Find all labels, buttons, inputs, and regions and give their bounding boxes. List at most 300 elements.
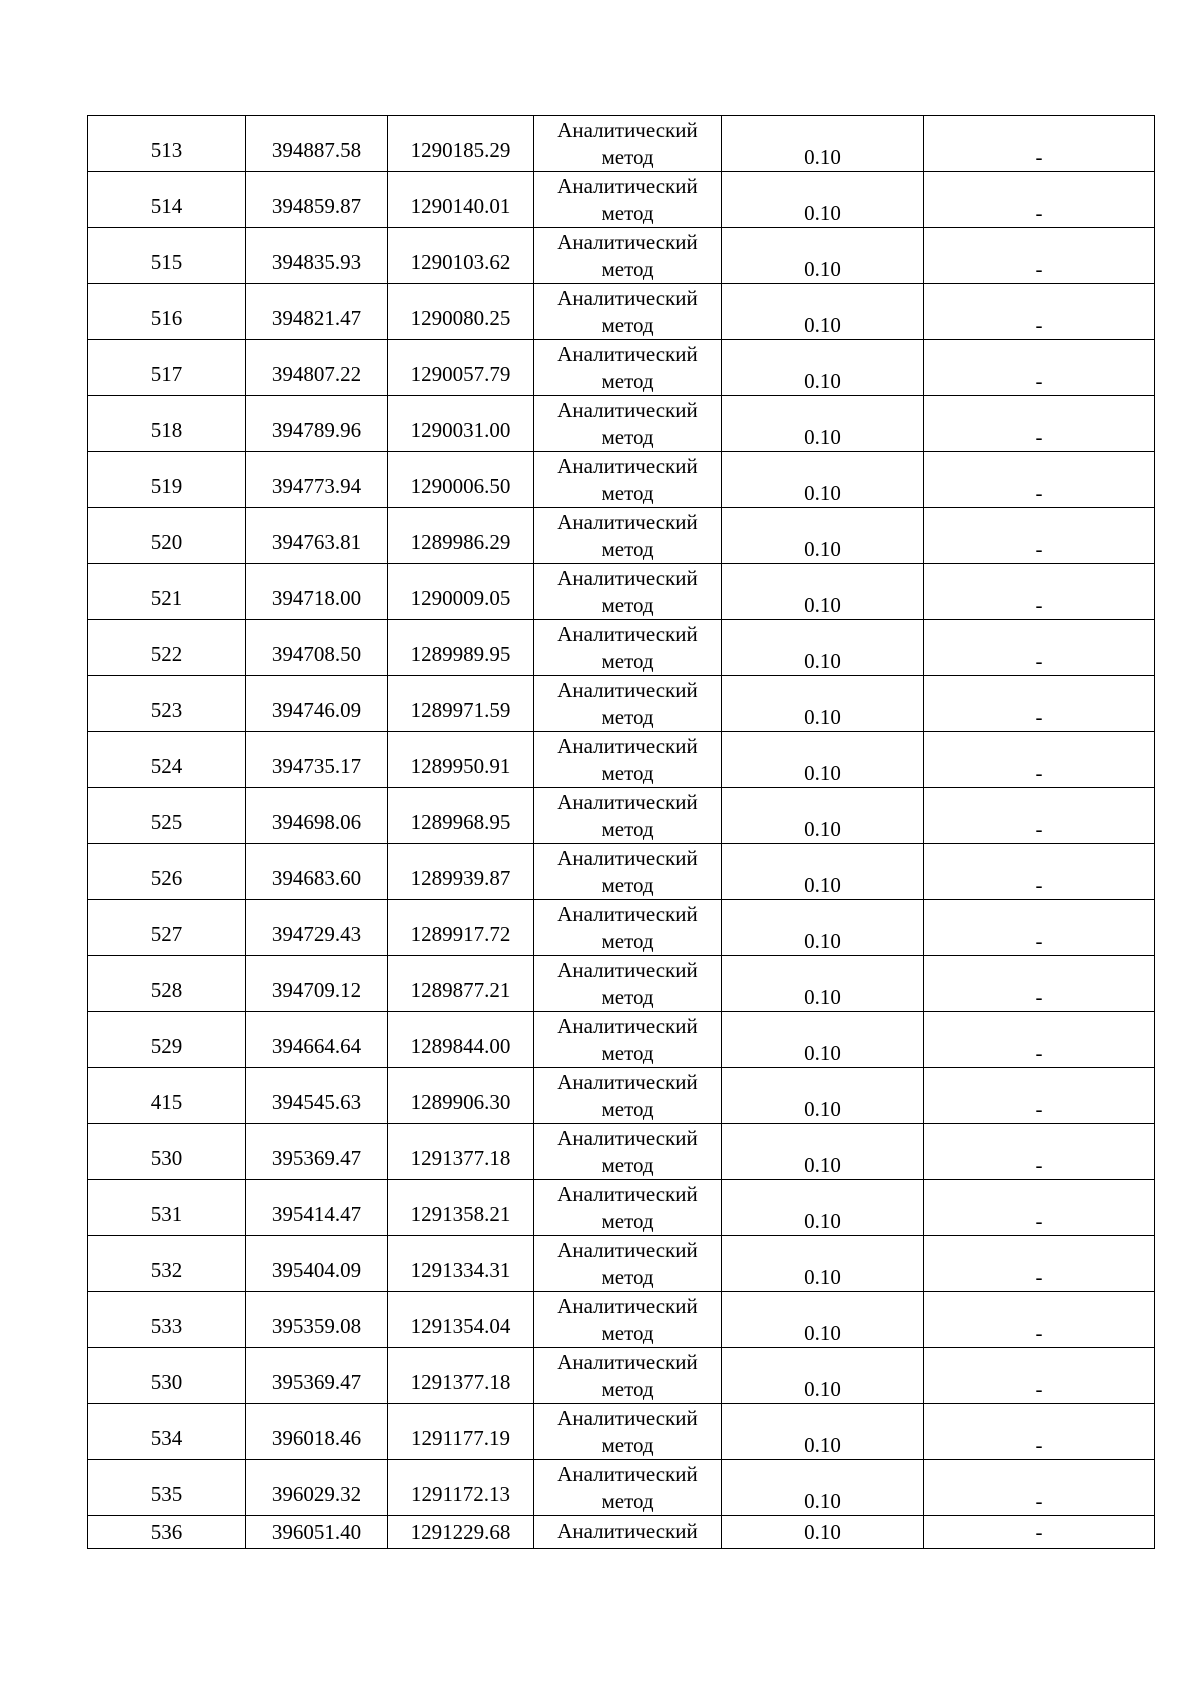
y-coordinate: 1289989.95 <box>410 642 511 666</box>
y-coordinate-cell <box>388 1236 534 1292</box>
table-row <box>88 1012 1155 1068</box>
point-number-cell <box>88 1068 246 1124</box>
y-coordinate: 1290103.62 <box>410 250 511 274</box>
method-cell <box>534 620 722 676</box>
accuracy-value: 0.10 <box>804 649 841 673</box>
accuracy-value: 0.10 <box>804 761 841 785</box>
note-cell <box>924 1012 1155 1068</box>
method-cell <box>534 1460 722 1516</box>
table-row <box>88 340 1155 396</box>
x-coordinate: 394718.00 <box>271 586 362 610</box>
x-coordinate-cell <box>246 396 388 452</box>
method-line1: Аналитический <box>557 565 698 590</box>
point-number: 524 <box>150 754 183 778</box>
table-row <box>88 1516 1155 1549</box>
y-coordinate-cell <box>388 732 534 788</box>
note-value: - <box>1035 1265 1043 1289</box>
x-coordinate: 396029.32 <box>271 1482 362 1506</box>
point-number-cell <box>88 1012 246 1068</box>
point-number-cell <box>88 284 246 340</box>
method-line1: Аналитический <box>557 117 698 142</box>
y-coordinate-cell <box>388 284 534 340</box>
table-row <box>88 564 1155 620</box>
x-coordinate-cell <box>246 228 388 284</box>
method-line1: Аналитический <box>557 733 698 758</box>
method-line2: метод <box>601 648 654 673</box>
method-line1: Аналитический <box>557 1293 698 1318</box>
table-row <box>88 956 1155 1012</box>
note-cell <box>924 452 1155 508</box>
coordinates-table <box>87 115 1155 1549</box>
point-number: 534 <box>150 1426 183 1450</box>
y-coordinate: 1291229.68 <box>410 1520 511 1544</box>
point-number-cell <box>88 1404 246 1460</box>
x-coordinate-cell <box>246 1068 388 1124</box>
table-row <box>88 732 1155 788</box>
accuracy-cell <box>722 284 924 340</box>
y-coordinate: 1290006.50 <box>410 474 511 498</box>
x-coordinate: 394887.58 <box>271 138 362 162</box>
table-row <box>88 228 1155 284</box>
accuracy-cell <box>722 900 924 956</box>
point-number: 529 <box>150 1034 183 1058</box>
point-number-cell <box>88 620 246 676</box>
point-number-cell <box>88 508 246 564</box>
method-line1: Аналитический <box>557 1181 698 1206</box>
method-line1: Аналитический <box>557 1237 698 1262</box>
table-row <box>88 1460 1155 1516</box>
y-coordinate: 1289971.59 <box>410 698 511 722</box>
x-coordinate: 394859.87 <box>271 194 362 218</box>
method-line2: метод <box>601 928 654 953</box>
point-number: 415 <box>150 1090 183 1114</box>
x-coordinate: 394773.94 <box>271 474 362 498</box>
accuracy-cell <box>722 116 924 172</box>
y-coordinate-cell <box>388 1516 534 1549</box>
method-line1: Аналитический <box>557 621 698 646</box>
note-cell <box>924 1236 1155 1292</box>
accuracy-value: 0.10 <box>804 1377 841 1401</box>
note-value: - <box>1035 761 1043 785</box>
method-cell <box>534 956 722 1012</box>
x-coordinate-cell <box>246 116 388 172</box>
note-value: - <box>1035 425 1043 449</box>
point-number-cell <box>88 1516 246 1549</box>
point-number-cell <box>88 676 246 732</box>
x-coordinate: 394683.60 <box>271 866 362 890</box>
x-coordinate: 395369.47 <box>271 1370 362 1394</box>
note-cell <box>924 1460 1155 1516</box>
point-number: 522 <box>150 642 183 666</box>
x-coordinate: 395369.47 <box>271 1146 362 1170</box>
point-number: 535 <box>150 1482 183 1506</box>
note-cell <box>924 844 1155 900</box>
method-cell <box>534 844 722 900</box>
accuracy-value: 0.10 <box>804 1433 841 1457</box>
note-value: - <box>1035 537 1043 561</box>
method-line1: Аналитический <box>557 901 698 926</box>
x-coordinate-cell <box>246 1348 388 1404</box>
method-line2: метод <box>601 256 654 281</box>
table-row <box>88 508 1155 564</box>
note-value: - <box>1035 1321 1043 1345</box>
accuracy-cell <box>722 620 924 676</box>
method-line1: Аналитический <box>557 1519 698 1543</box>
point-number-cell <box>88 564 246 620</box>
method-line1: Аналитический <box>557 1405 698 1430</box>
note-cell <box>924 900 1155 956</box>
x-coordinate-cell <box>246 340 388 396</box>
y-coordinate: 1291377.18 <box>410 1146 511 1170</box>
point-number: 517 <box>150 362 183 386</box>
accuracy-cell <box>722 508 924 564</box>
y-coordinate-cell <box>388 676 534 732</box>
accuracy-value: 0.10 <box>804 1153 841 1177</box>
x-coordinate: 394545.63 <box>271 1090 362 1114</box>
method-line2: метод <box>601 1208 654 1233</box>
x-coordinate: 395359.08 <box>271 1314 362 1338</box>
x-coordinate-cell <box>246 900 388 956</box>
table-row <box>88 1068 1155 1124</box>
method-cell <box>534 452 722 508</box>
note-value: - <box>1035 313 1043 337</box>
y-coordinate-cell <box>388 844 534 900</box>
method-line1: Аналитический <box>557 397 698 422</box>
y-coordinate: 1291177.19 <box>411 1426 510 1450</box>
table-row <box>88 172 1155 228</box>
x-coordinate: 396051.40 <box>271 1520 362 1544</box>
accuracy-cell <box>722 1348 924 1404</box>
method-cell <box>534 788 722 844</box>
method-line2: метод <box>601 1376 654 1401</box>
method-line2: метод <box>601 480 654 505</box>
note-cell <box>924 396 1155 452</box>
note-value: - <box>1035 649 1043 673</box>
point-number-cell <box>88 116 246 172</box>
point-number-cell <box>88 1124 246 1180</box>
note-value: - <box>1035 929 1043 953</box>
y-coordinate-cell <box>388 1404 534 1460</box>
note-value: - <box>1035 873 1043 897</box>
method-line1: Аналитический <box>557 1069 698 1094</box>
method-cell <box>534 1348 722 1404</box>
accuracy-value: 0.10 <box>804 1520 841 1544</box>
note-value: - <box>1035 201 1043 225</box>
method-line1: Аналитический <box>557 453 698 478</box>
point-number: 525 <box>150 810 183 834</box>
point-number: 536 <box>150 1520 183 1544</box>
point-number-cell <box>88 1236 246 1292</box>
point-number-cell <box>88 900 246 956</box>
method-line2: метод <box>601 200 654 225</box>
point-number: 523 <box>150 698 183 722</box>
y-coordinate: 1291334.31 <box>410 1258 511 1282</box>
accuracy-cell <box>722 1404 924 1460</box>
accuracy-cell <box>722 452 924 508</box>
point-number: 526 <box>150 866 183 890</box>
y-coordinate-cell <box>388 1460 534 1516</box>
method-line1: Аналитический <box>557 173 698 198</box>
point-number-cell <box>88 340 246 396</box>
note-value: - <box>1035 1209 1043 1233</box>
note-cell <box>924 228 1155 284</box>
x-coordinate-cell <box>246 1516 388 1549</box>
accuracy-cell <box>722 1292 924 1348</box>
method-line1: Аналитический <box>557 845 698 870</box>
note-cell <box>924 116 1155 172</box>
point-number-cell <box>88 172 246 228</box>
x-coordinate: 394708.50 <box>271 642 362 666</box>
method-cell <box>534 1516 722 1549</box>
accuracy-value: 0.10 <box>804 929 841 953</box>
note-value: - <box>1035 1489 1043 1513</box>
accuracy-value: 0.10 <box>804 201 841 225</box>
y-coordinate-cell <box>388 1124 534 1180</box>
point-number: 520 <box>150 530 183 554</box>
x-coordinate-cell <box>246 1404 388 1460</box>
accuracy-cell <box>722 956 924 1012</box>
point-number-cell <box>88 396 246 452</box>
method-line2: метод <box>601 1488 654 1513</box>
y-coordinate: 1289968.95 <box>410 810 511 834</box>
method-line2: метод <box>601 816 654 841</box>
table-row <box>88 620 1155 676</box>
y-coordinate-cell <box>388 172 534 228</box>
method-line2: метод <box>601 1264 654 1289</box>
x-coordinate: 394729.43 <box>271 922 362 946</box>
note-cell <box>924 956 1155 1012</box>
y-coordinate-cell <box>388 1180 534 1236</box>
x-coordinate-cell <box>246 676 388 732</box>
y-coordinate: 1289939.87 <box>410 866 511 890</box>
y-coordinate: 1290057.79 <box>410 362 511 386</box>
point-number: 513 <box>150 138 183 162</box>
y-coordinate-cell <box>388 116 534 172</box>
x-coordinate-cell <box>246 1292 388 1348</box>
note-cell <box>924 1292 1155 1348</box>
x-coordinate-cell <box>246 956 388 1012</box>
method-line2: метод <box>601 1432 654 1457</box>
note-value: - <box>1035 257 1043 281</box>
accuracy-value: 0.10 <box>804 1041 841 1065</box>
accuracy-value: 0.10 <box>804 481 841 505</box>
note-cell <box>924 172 1155 228</box>
accuracy-value: 0.10 <box>804 425 841 449</box>
note-cell <box>924 620 1155 676</box>
point-number: 530 <box>150 1146 183 1170</box>
note-value: - <box>1035 705 1043 729</box>
x-coordinate: 394664.64 <box>271 1034 362 1058</box>
accuracy-value: 0.10 <box>804 1097 841 1121</box>
accuracy-cell <box>722 788 924 844</box>
x-coordinate: 394835.93 <box>271 250 362 274</box>
x-coordinate-cell <box>246 452 388 508</box>
note-cell <box>924 1180 1155 1236</box>
note-value: - <box>1035 145 1043 169</box>
note-cell <box>924 1068 1155 1124</box>
table-row <box>88 1404 1155 1460</box>
x-coordinate-cell <box>246 508 388 564</box>
y-coordinate-cell <box>388 900 534 956</box>
y-coordinate: 1289844.00 <box>410 1034 511 1058</box>
method-line2: метод <box>601 424 654 449</box>
point-number: 518 <box>150 418 183 442</box>
note-value: - <box>1035 1041 1043 1065</box>
method-line2: метод <box>601 592 654 617</box>
method-cell <box>534 116 722 172</box>
method-cell <box>534 900 722 956</box>
accuracy-value: 0.10 <box>804 257 841 281</box>
note-cell <box>924 1348 1155 1404</box>
x-coordinate: 394735.17 <box>271 754 362 778</box>
y-coordinate-cell <box>388 788 534 844</box>
note-value: - <box>1035 593 1043 617</box>
table-row <box>88 1292 1155 1348</box>
accuracy-cell <box>722 1516 924 1549</box>
method-line2: метод <box>601 368 654 393</box>
point-number-cell <box>88 452 246 508</box>
method-line1: Аналитический <box>557 229 698 254</box>
point-number-cell <box>88 228 246 284</box>
point-number: 515 <box>150 250 183 274</box>
point-number-cell <box>88 1460 246 1516</box>
accuracy-cell <box>722 1068 924 1124</box>
point-number-cell <box>88 1180 246 1236</box>
method-line2: метод <box>601 1040 654 1065</box>
y-coordinate-cell <box>388 340 534 396</box>
x-coordinate: 395414.47 <box>271 1202 362 1226</box>
method-line2: метод <box>601 1152 654 1177</box>
point-number: 533 <box>150 1314 183 1338</box>
point-number-cell <box>88 788 246 844</box>
note-cell <box>924 1404 1155 1460</box>
y-coordinate-cell <box>388 956 534 1012</box>
method-line1: Аналитический <box>557 285 698 310</box>
y-coordinate-cell <box>388 1292 534 1348</box>
y-coordinate-cell <box>388 564 534 620</box>
method-line2: метод <box>601 704 654 729</box>
x-coordinate: 394821.47 <box>271 306 362 330</box>
table-row <box>88 1124 1155 1180</box>
accuracy-value: 0.10 <box>804 537 841 561</box>
point-number-cell <box>88 956 246 1012</box>
x-coordinate: 396018.46 <box>271 1426 362 1450</box>
method-cell <box>534 676 722 732</box>
method-cell <box>534 228 722 284</box>
accuracy-cell <box>722 844 924 900</box>
y-coordinate: 1291354.04 <box>410 1314 511 1338</box>
table-row <box>88 900 1155 956</box>
x-coordinate: 394807.22 <box>271 362 362 386</box>
y-coordinate: 1290031.00 <box>410 418 511 442</box>
y-coordinate-cell <box>388 1012 534 1068</box>
y-coordinate-cell <box>388 1348 534 1404</box>
table-row <box>88 1236 1155 1292</box>
method-line1: Аналитический <box>557 1013 698 1038</box>
x-coordinate-cell <box>246 1236 388 1292</box>
method-line1: Аналитический <box>557 509 698 534</box>
note-cell <box>924 1124 1155 1180</box>
note-cell <box>924 732 1155 788</box>
method-cell <box>534 1124 722 1180</box>
note-value: - <box>1035 817 1043 841</box>
x-coordinate-cell <box>246 1124 388 1180</box>
y-coordinate-cell <box>388 1068 534 1124</box>
coordinates-table-body <box>88 116 1155 1549</box>
accuracy-value: 0.10 <box>804 593 841 617</box>
table-row <box>88 676 1155 732</box>
y-coordinate-cell <box>388 508 534 564</box>
note-cell <box>924 284 1155 340</box>
method-cell <box>534 1012 722 1068</box>
note-value: - <box>1035 985 1043 1009</box>
y-coordinate: 1289906.30 <box>410 1090 511 1114</box>
y-coordinate-cell <box>388 620 534 676</box>
method-line1: Аналитический <box>557 1125 698 1150</box>
accuracy-value: 0.10 <box>804 313 841 337</box>
method-cell <box>534 396 722 452</box>
x-coordinate-cell <box>246 172 388 228</box>
table-row <box>88 452 1155 508</box>
method-cell <box>534 1180 722 1236</box>
point-number: 528 <box>150 978 183 1002</box>
accuracy-cell <box>722 228 924 284</box>
note-value: - <box>1035 1433 1043 1457</box>
accuracy-value: 0.10 <box>804 1489 841 1513</box>
point-number-cell <box>88 1292 246 1348</box>
x-coordinate: 394789.96 <box>271 418 362 442</box>
y-coordinate: 1289877.21 <box>410 978 511 1002</box>
table-row <box>88 116 1155 172</box>
point-number: 532 <box>150 1258 183 1282</box>
method-line2: метод <box>601 144 654 169</box>
method-cell <box>534 1236 722 1292</box>
accuracy-cell <box>722 676 924 732</box>
method-line2: метод <box>601 536 654 561</box>
x-coordinate-cell <box>246 732 388 788</box>
accuracy-value: 0.10 <box>804 369 841 393</box>
x-coordinate-cell <box>246 1012 388 1068</box>
x-coordinate: 394763.81 <box>271 530 362 554</box>
note-value: - <box>1035 1097 1043 1121</box>
point-number-cell <box>88 732 246 788</box>
x-coordinate: 394709.12 <box>271 978 362 1002</box>
y-coordinate: 1289950.91 <box>410 754 511 778</box>
x-coordinate: 394698.06 <box>271 810 362 834</box>
y-coordinate: 1291172.13 <box>411 1482 510 1506</box>
note-value: - <box>1035 1377 1043 1401</box>
note-cell <box>924 564 1155 620</box>
accuracy-cell <box>722 564 924 620</box>
accuracy-value: 0.10 <box>804 1209 841 1233</box>
method-line1: Аналитический <box>557 1461 698 1486</box>
table-row <box>88 788 1155 844</box>
table-row <box>88 396 1155 452</box>
x-coordinate-cell <box>246 788 388 844</box>
y-coordinate: 1290185.29 <box>410 138 511 162</box>
x-coordinate-cell <box>246 1180 388 1236</box>
method-cell <box>534 340 722 396</box>
accuracy-value: 0.10 <box>804 817 841 841</box>
method-cell <box>534 508 722 564</box>
method-line2: метод <box>601 872 654 897</box>
method-cell <box>534 284 722 340</box>
note-value: - <box>1035 481 1043 505</box>
accuracy-cell <box>722 1236 924 1292</box>
point-number: 527 <box>150 922 183 946</box>
y-coordinate-cell <box>388 452 534 508</box>
note-cell <box>924 676 1155 732</box>
